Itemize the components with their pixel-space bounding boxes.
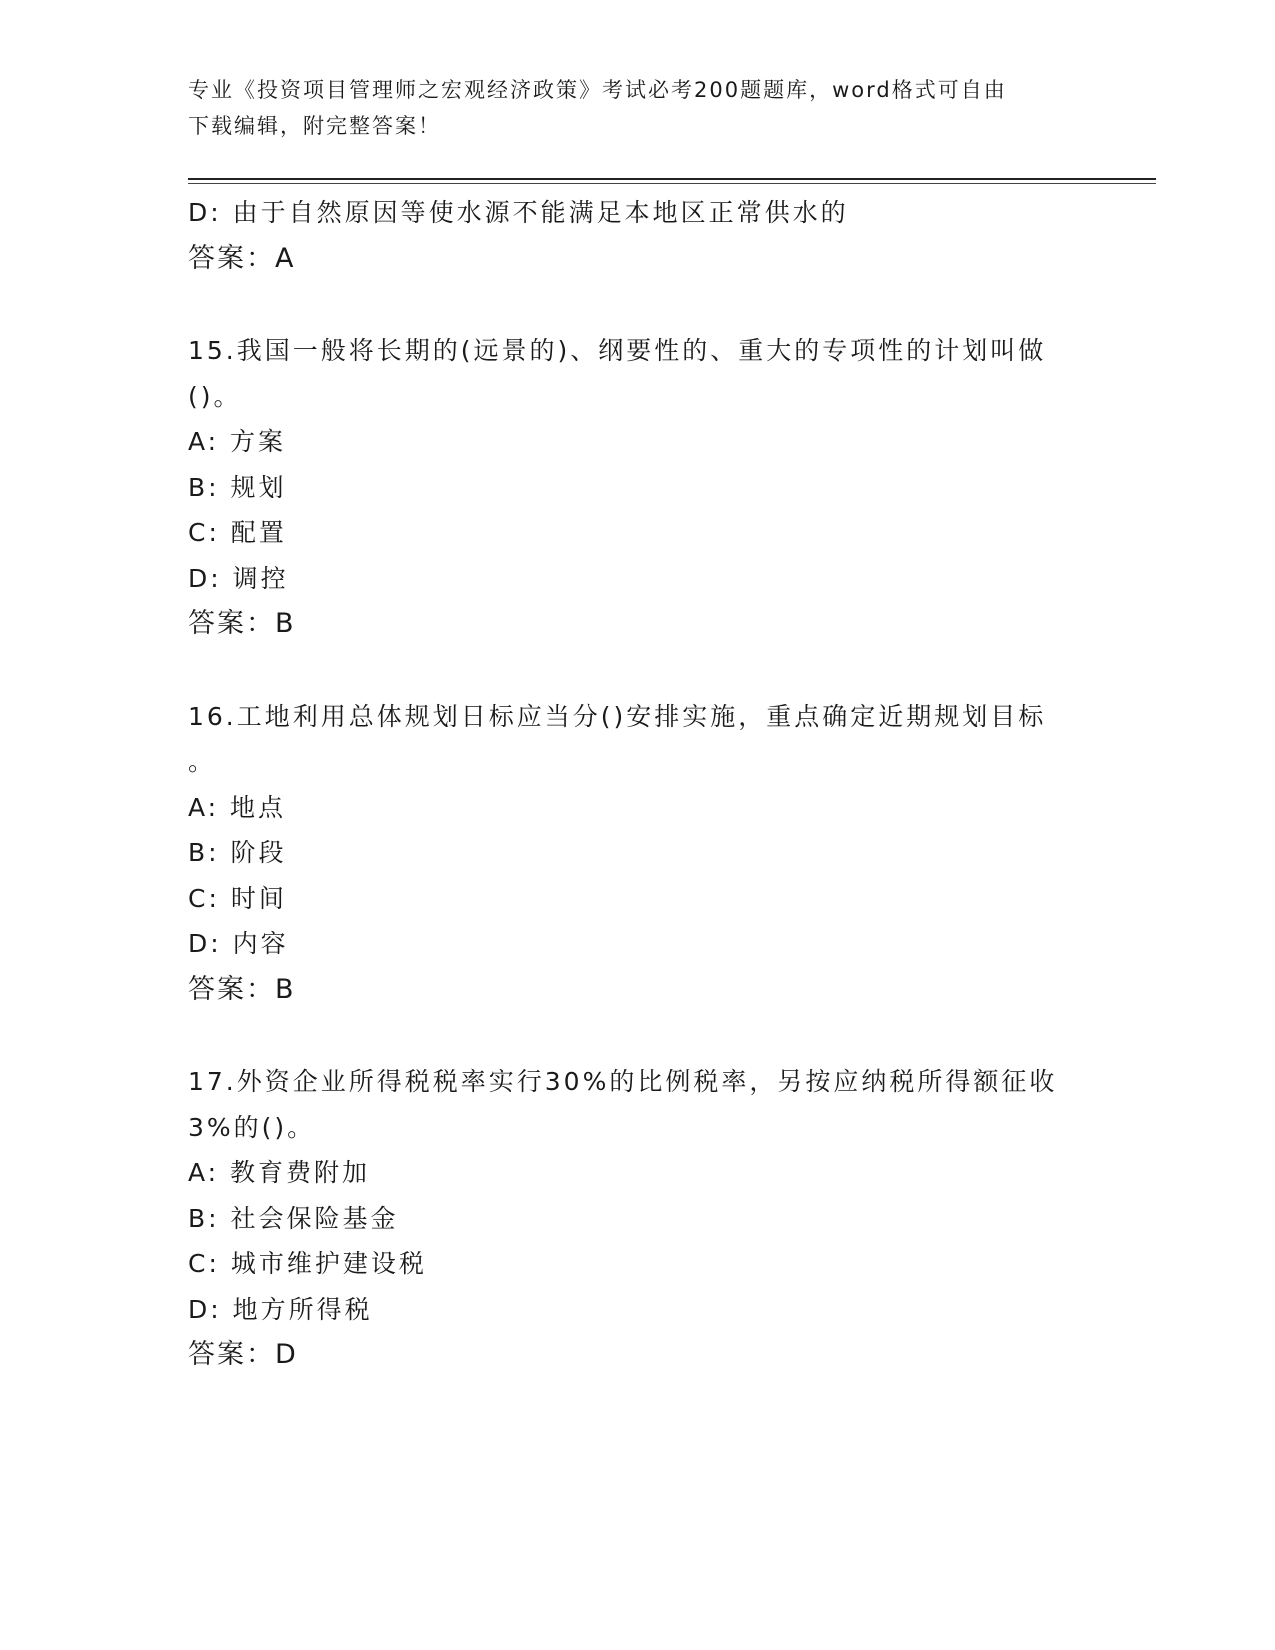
option-b: B: 社会保险基金 xyxy=(188,1203,399,1233)
header-divider-thick xyxy=(188,178,1156,180)
document-header xyxy=(188,72,1088,144)
question-stem: 15.我国一般将长期的(远景的)、纲要性的、重大的专项性的计划叫做 xyxy=(188,336,1047,365)
header-line-1: 专业《投资项目管理师之宏观经济政策》考试必考200题题库，word格式可自由 xyxy=(188,78,1007,102)
question-stem-continued: ()。 xyxy=(188,381,242,411)
question-list xyxy=(188,190,1088,1378)
option-d: D: 由于自然原因等使水源不能满足本地区正常供水的 xyxy=(188,198,849,227)
question-17 xyxy=(188,1059,1088,1378)
header-divider-thin xyxy=(188,183,1156,184)
option-a: A: 方案 xyxy=(188,427,287,456)
option-a: A: 地点 xyxy=(188,792,287,822)
option-d: D: 地方所得税 xyxy=(188,1294,373,1324)
question-stem: 16.工地利用总体规划日标应当分()安排实施，重点确定近期规划目标 xyxy=(188,701,1047,731)
question-stem-continued: 3%的()。 xyxy=(188,1112,316,1142)
answer-line: 答案：D xyxy=(188,1339,298,1370)
question-stem-continued: 。 xyxy=(188,747,217,776)
option-c: C: 配置 xyxy=(188,518,287,547)
option-c: C: 城市维护建设税 xyxy=(188,1249,427,1278)
question-stem: 17.外资企业所得税税率实行30%的比例税率，另按应纳税所得额征收 xyxy=(188,1067,1058,1096)
answer-line: 答案：B xyxy=(188,608,296,639)
previous-question-tail xyxy=(188,190,1088,281)
answer-line: 答案：B xyxy=(188,973,296,1005)
question-16 xyxy=(188,694,1088,1013)
option-c: C: 时间 xyxy=(188,883,287,913)
option-d: D: 调控 xyxy=(188,563,289,593)
option-b: B: 阶段 xyxy=(188,838,287,867)
option-b: B: 规划 xyxy=(188,472,287,502)
question-15 xyxy=(188,328,1088,647)
header-line-2: 下载编辑，附完整答案！ xyxy=(188,114,441,138)
option-a: A: 教育费附加 xyxy=(188,1158,371,1187)
option-d: D: 内容 xyxy=(188,929,289,958)
answer-line: 答案：A xyxy=(188,242,296,274)
